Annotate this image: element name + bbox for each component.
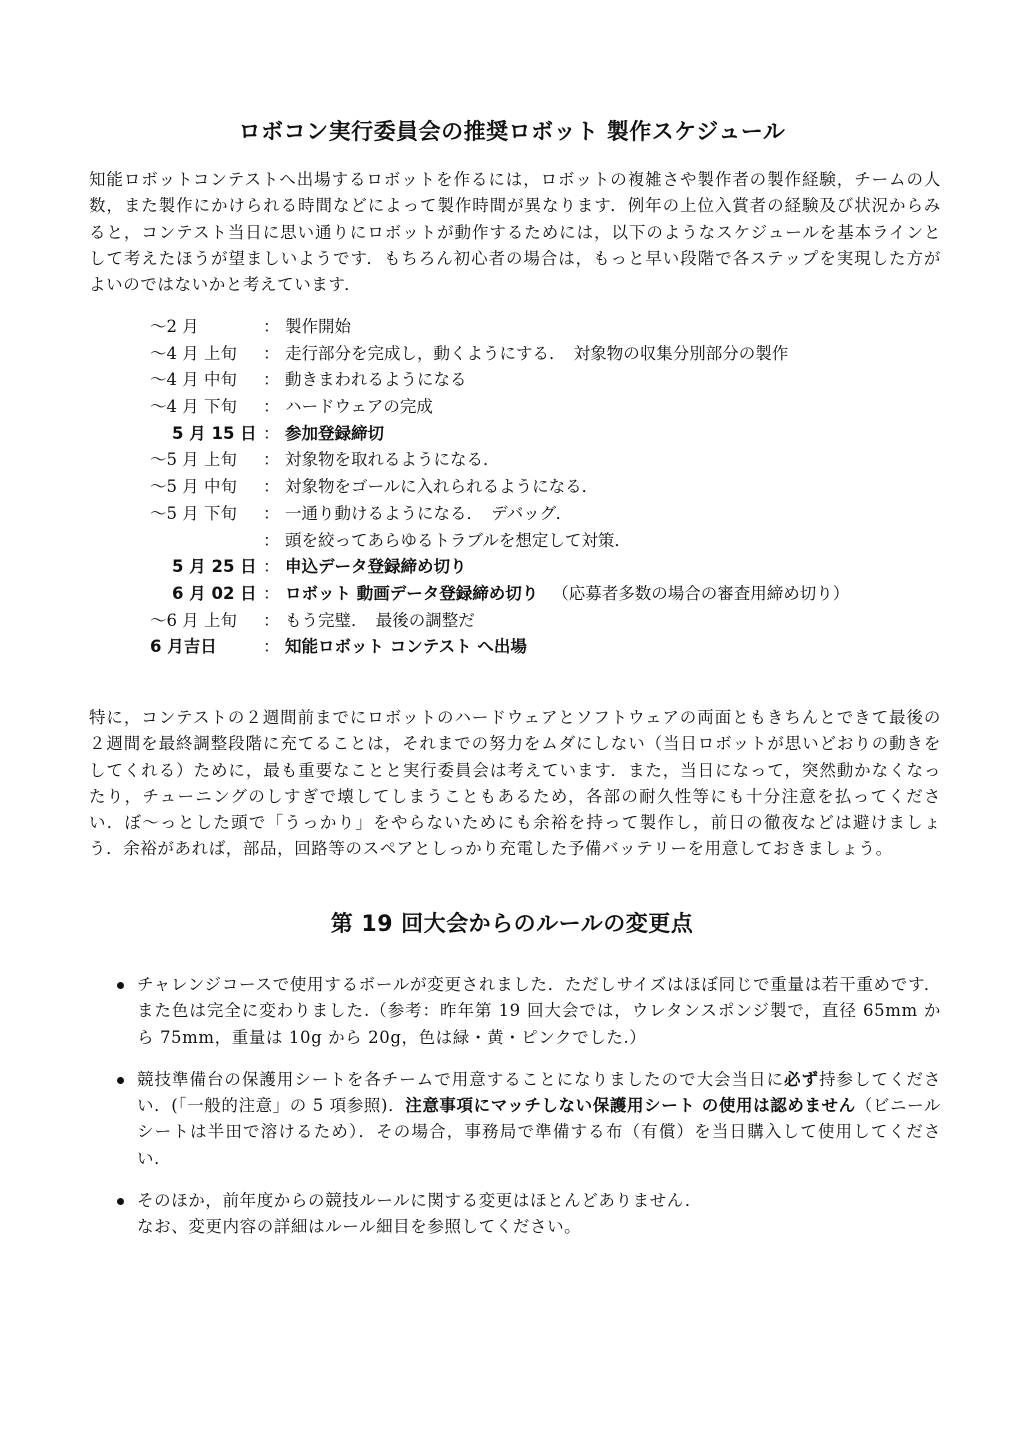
schedule-row (150, 474, 849, 501)
schedule-list (150, 314, 849, 661)
schedule-date: 6 月吉日 (150, 637, 217, 657)
schedule-date: 5 月 25 日 (172, 557, 257, 577)
schedule-task: 頭を絞ってあらゆるトラブルを想定して対策． (285, 530, 631, 550)
schedule-task: もう完璧． 最後の調整だ (285, 610, 475, 630)
list-item (115, 1188, 941, 1241)
schedule-separator: ： (263, 583, 280, 603)
schedule-task: 知能ロボット コンテスト へ出場 (285, 637, 527, 657)
schedule-row (150, 447, 849, 474)
schedule-separator: ： (263, 317, 280, 336)
sheet-text-a: 競技準備台の保護用シートを各チームで用意することになりましたので大会当日に (137, 1069, 784, 1089)
schedule-separator: ： (263, 450, 280, 470)
schedule-row (150, 367, 849, 394)
other-changes-line2: なお、変更内容の詳細はルール細目を参照してください。 (137, 1217, 582, 1237)
schedule-separator: ： (263, 423, 280, 443)
schedule-task: 参加登録締切 (285, 423, 384, 443)
schedule-date: ～2 月 (150, 317, 199, 336)
schedule-task: 走行部分を完成し，動くようにする． 対象物の収集分別部分の製作 (285, 343, 789, 363)
schedule-row (150, 421, 849, 448)
schedule-separator: ： (263, 610, 280, 630)
schedule-task: 一通り動けるようになる． デバッグ． (285, 503, 573, 523)
bullet-icon (117, 1077, 124, 1084)
schedule-separator: ： (263, 343, 280, 363)
schedule-date: ～4 月 下旬 (150, 397, 237, 417)
rule-changes-title: 第 19 回大会からのルールの変更点 (330, 912, 694, 937)
schedule-row (150, 394, 849, 421)
schedule-title: ロボコン実行委員会の推奨ロボット 製作スケジュール (238, 120, 786, 145)
schedule-task: 対象物を取れるようになる． (285, 450, 500, 470)
schedule-task: 対象物をゴールに入れられるようになる． (285, 477, 599, 497)
sheet-text-b: 持参してください．(「一般的注意」の 5 項参照)． (137, 1069, 942, 1116)
schedule-row (150, 581, 849, 608)
schedule-date: 6 月 02 日 (172, 583, 257, 603)
schedule-date: ～4 月 上旬 (150, 343, 237, 363)
list-item (115, 972, 941, 1051)
schedule-date: ～5 月 中旬 (150, 477, 237, 497)
sheet-bold-a: 必ず (784, 1069, 819, 1089)
intro-paragraph: 知能ロボットコンテストへ出場するロボットを作るには，ロボットの複雑さや製作者の製作経験，チームの人数，また製作にかけられる時間などによって製作時間が異なります．例年の上位入賞者の経験及び状況からみると，コンテスト当日に思い通りにロボットが動作するためには，以下のようなスケジュールを基本ラインとして考えたほうが望ましいようです．もちろん初心者の場合は，もっと早い段階で各ステップを実現した方がよいのではないかと考えています． (89, 170, 941, 295)
schedule-row (150, 554, 849, 581)
schedule-note: （応募者多数の場合の審査用締め切り） (552, 583, 850, 603)
list-item (115, 1067, 941, 1172)
bullet-icon (117, 1198, 124, 1205)
schedule-task: 動きまわれるようになる (285, 370, 467, 390)
schedule-separator: ： (263, 530, 280, 550)
schedule-row (150, 634, 849, 661)
sheet-bold-b: 注意事項にマッチしない保護用シート の使用は認めません (405, 1096, 856, 1116)
ball-change-text: チャレンジコースで使用するボールが変更されました．ただしサイズはほぼ同じで重量は若干重めです．また色は完全に変わりました.（参考：昨年第 19 回大会では，ウレタンスポンジ製で，直径 65mm から 75mm，重量は 10g から 20g，色は緑・黄・ピンクでした.） (137, 975, 941, 1047)
schedule-task: 申込データ登録締め切り (285, 557, 467, 577)
schedule-date: ～4 月 中旬 (150, 370, 237, 390)
schedule-row (150, 314, 849, 341)
schedule-task: ロボット 動画データ登録締め切り (285, 583, 539, 603)
schedule-separator: ： (263, 503, 280, 523)
schedule-row (150, 341, 849, 368)
schedule-task: 製作開始 (285, 317, 351, 336)
rule-changes-list (115, 972, 941, 1257)
advice-paragraph: 特に，コンテストの２週間前までにロボットのハードウェアとソフトウェアの両面ともきちんとできて最後の２週間を最終調整段階に充てることは，それまでの努力をムダにしない（当日ロボットが思いどおりの動きをしてくれる）ために，最も重要なことと実行委員会は考えています．また，当日になって，突然動かなくなったり，チューニングのしすぎで壊してしまうこともあるため，各部の耐久性等にも十分注意を払ってください．ぼ～っとした頭で「うっかり」をやらないためにも余裕を持って製作し，前日の徹夜などは避けましょう．余裕があれば，部品，回路等のスペアとしっかり充電した予備バッテリーを用意しておきましょう。 (89, 708, 941, 859)
other-changes-line1: そのほか，前年度からの競技ルールに関する変更はほとんどありません． (137, 1191, 702, 1211)
schedule-separator: ： (263, 637, 280, 657)
schedule-date: ～5 月 上旬 (150, 450, 237, 470)
schedule-date (150, 528, 263, 555)
schedule-separator: ： (263, 557, 280, 577)
schedule-row (150, 501, 849, 528)
sheet-text-c: （ビニールシートは半田で溶けるため）．その場合，事務局で準備する布（有償）を当日購入して使用してください． (137, 1096, 941, 1168)
schedule-date: ～6 月 上旬 (150, 610, 237, 630)
schedule-separator: ： (263, 397, 280, 417)
schedule-row (150, 608, 849, 635)
schedule-separator: ： (263, 477, 280, 497)
schedule-separator: ： (263, 370, 280, 390)
schedule-task: ハードウェアの完成 (285, 397, 433, 417)
bullet-icon (117, 982, 124, 989)
schedule-date: ～5 月 下旬 (150, 503, 237, 523)
schedule-row (150, 528, 849, 555)
schedule-date: 5 月 15 日 (172, 423, 257, 443)
